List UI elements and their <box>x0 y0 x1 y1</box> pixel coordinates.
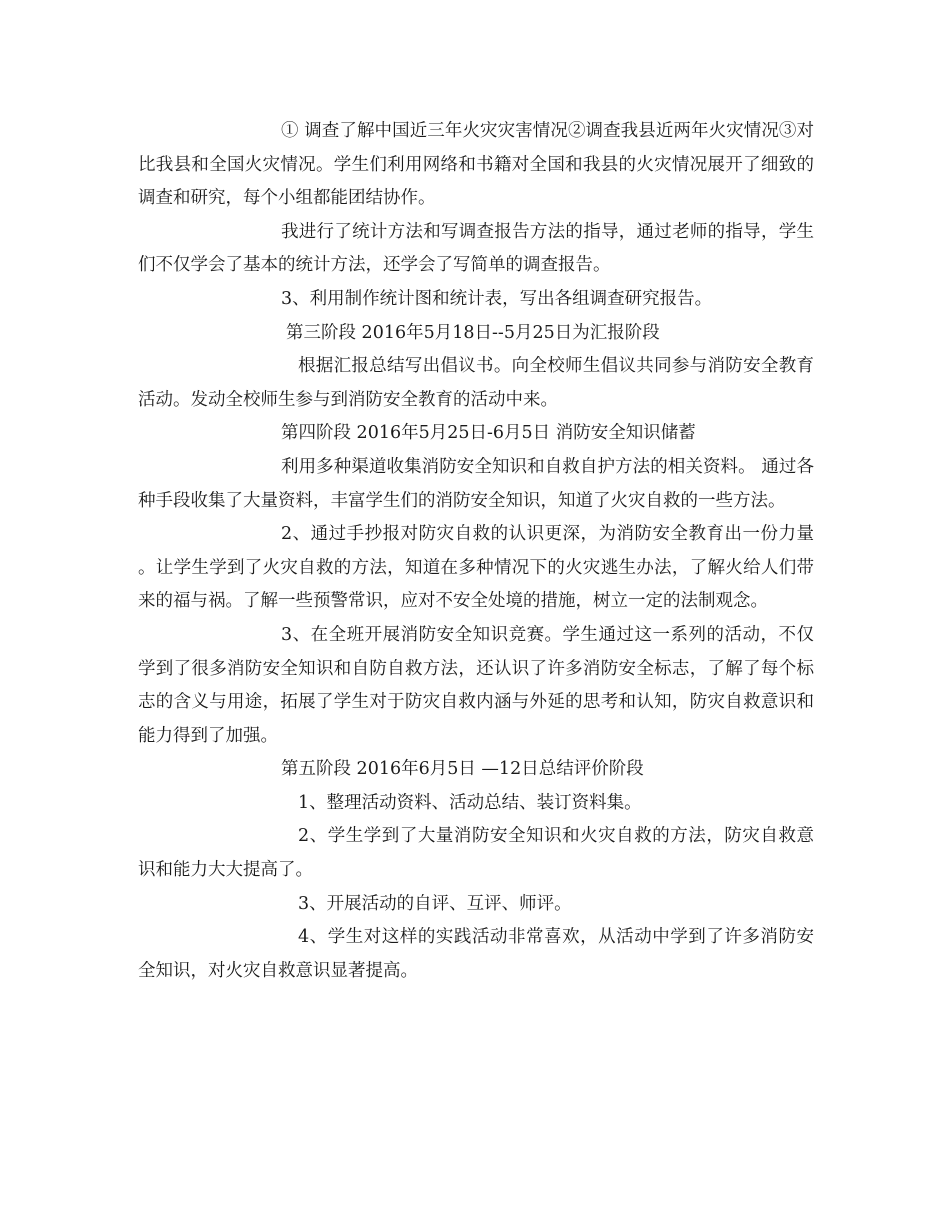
document-body <box>138 115 814 988</box>
paragraph-proposal: 根据汇报总结写出倡议书。向全校师生倡议共同参与消防安全教育活动。发动全校师生参与到消防安全教育的活动中来。 <box>138 356 814 410</box>
paragraph-item-2-handwritten-paper: 2、通过手抄报对防灾自救的认识更深，为消防安全教育出一份力量 。让学生学到了火灾自救的方法，知道在多种情况下的火灾逃生办法，了解火给人们带来的福与祸。了解一些预警常识，应对不安全处境的措施，树立一定的法制观念。 <box>138 524 814 612</box>
paragraph-item-3-competition: 3、在全班开展消防安全知识竞赛。学生通过这一系列的活动，不仅学到了很多消防安全知识和自防自救方法，还认识了许多消防安全标志，了解了每个标志的含义与用途，拓展了学生对于防灾自救内涵与外延的思考和认知，防灾自救意识和能力得到了加强。 <box>138 624 814 746</box>
paragraph-collect-materials: 利用多种渠道收集消防安全知识和自救自护方法的相关资料。 通过各种手段收集了大量资料，丰富学生们的消防安全知识，知道了火灾自救的一些方法。 <box>138 456 814 511</box>
paragraph-item-3-evaluation: 3、开展活动的自评、互评、师评。 <box>298 893 572 914</box>
heading-stage-three: 第三阶段 2016年5月18日--5月25日为汇报阶段 <box>286 322 660 343</box>
heading-stage-four: 第四阶段 2016年5月25日-6月5日 消防安全知识储蓄 <box>281 423 696 444</box>
paragraph-item-2-learned: 2、学生学到了大量消防安全知识和火灾自救的方法，防灾自救意识和能力大大提高了。 <box>138 826 814 881</box>
paragraph-item-3-report: 3、利用制作统计图和统计表，写出各组调查研究报告。 <box>281 288 713 309</box>
paragraph-item-1-organize: 1、整理活动资料、活动总结、装订资料集。 <box>298 792 642 813</box>
heading-stage-five: 第五阶段 2016年6月5日 —12日总结评价阶段 <box>281 759 644 780</box>
paragraph-item-4-enjoyment: 4、学生对这样的实践活动非常喜欢，从活动中学到了许多消防安全知识，对火灾自救意识显著提高。 <box>138 927 814 981</box>
paragraph-survey-items: ① 调查了解中国近三年火灾灾害情况②调查我县近两年火灾情况③对比我县和全国火灾情况。学生们利用网络和书籍对全国和我县的火灾情况展开了细致的调查和研究，每个小组都能团结协作。 <box>138 121 814 209</box>
paragraph-statistics-guidance: 我进行了统计方法和写调查报告方法的指导，通过老师的指导，学生们不仅学会了基本的统计方法，还学会了写简单的调查报告。 <box>138 221 814 276</box>
